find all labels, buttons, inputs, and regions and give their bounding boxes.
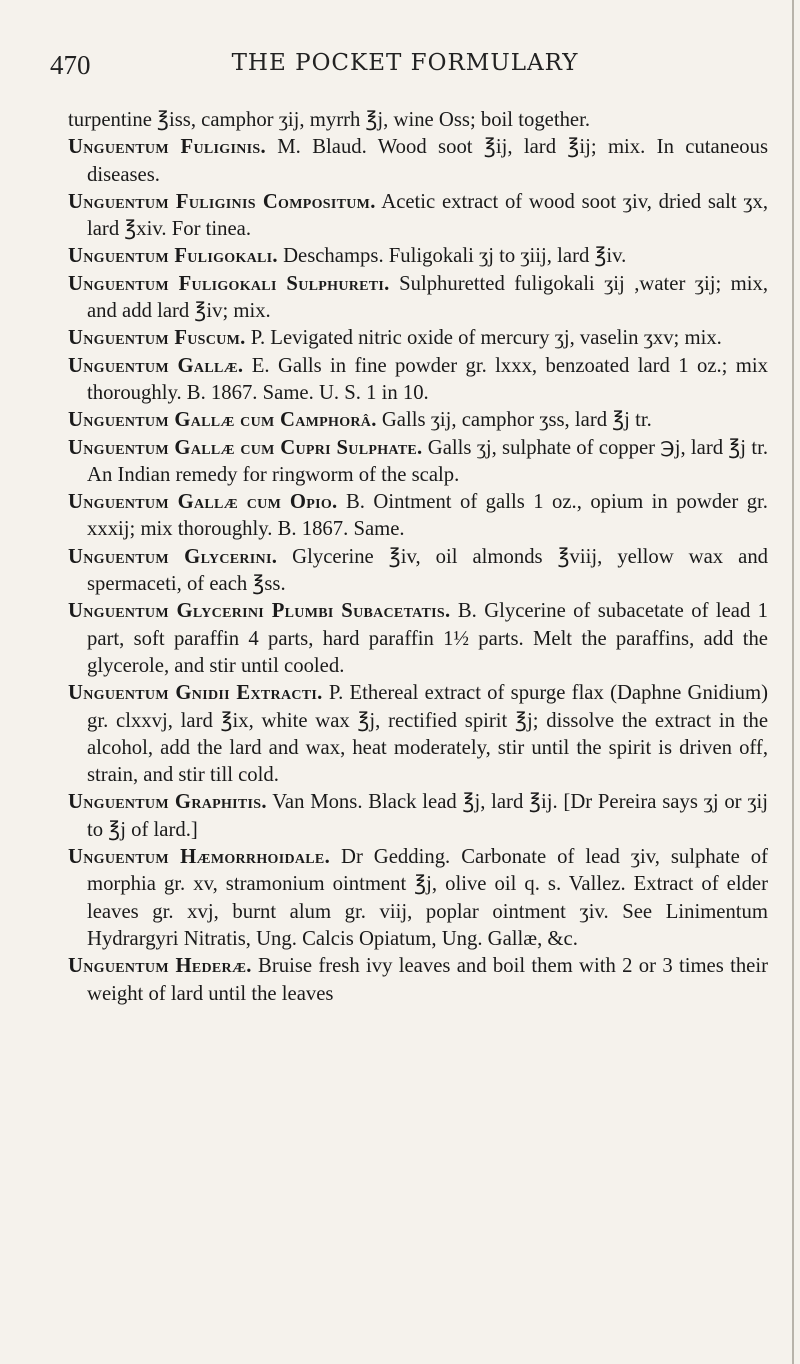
- entry-unguentum-haemorrhoidale: [68, 844, 768, 953]
- entry-head: Unguentum Fuliginis.: [68, 136, 266, 159]
- entry-text: P. Levigated nitric oxide of mercury ʒj, vaselin ʒxv; mix.: [245, 327, 722, 350]
- entry-unguentum-gallae: [68, 353, 768, 408]
- entry-text: Van Mons. Black lead ℥j, lard ℥ij. [Dr Pereira says ʒj or ʒij to ℥j of lard.]: [87, 791, 768, 841]
- entry-unguentum-glycerini: [68, 544, 768, 599]
- entry-unguentum-graphitis: [68, 789, 768, 844]
- entry-text: Sulphuretted fuligokali ʒij ,water ʒij; mix, and add lard ℥iv; mix.: [87, 272, 768, 323]
- entry-head: Unguentum Graphitis.: [68, 791, 267, 814]
- entry-text: Dr Gedding. Carbonate of lead ʒiv, sulphate of morphia gr. xv, stramonium ointment ℥j, olive oil q. s. Vallez. Extract of elder leaves gr. xvj, burnt alum gr. viij, poplar ointment ʒiv. See Linimentum Hydrargyri Nitratis, Ung. Calcis Opiatum, Ung. Gallæ, &c.: [87, 846, 768, 950]
- entry-head: Unguentum Fuliginis Compositum.: [68, 190, 376, 213]
- entry-text: Deschamps. Fuligokali ʒj to ʒiij, lard ℥iv.: [277, 245, 627, 268]
- entry-unguentum-gnidii-extracti: [68, 680, 768, 789]
- entry-unguentum-glycerini-plumbi: [68, 598, 768, 680]
- entry-head: Unguentum Fuscum.: [68, 327, 246, 350]
- entry-head: Unguentum Gallæ cum Camphorâ.: [68, 409, 377, 432]
- entry-text: Acetic extract of wood soot ʒiv, dried salt ʒx, lard ℥xiv. For tinea.: [87, 190, 768, 241]
- entry-unguentum-fuligokali: [68, 243, 768, 270]
- page-edge-line: [792, 0, 794, 1364]
- entry-head: Unguentum Fuligokali.: [68, 245, 278, 268]
- entry-unguentum-fuliginis: [68, 134, 768, 189]
- page-number: 470: [50, 50, 91, 80]
- entry-head: Unguentum Gallæ.: [68, 354, 244, 377]
- entry-unguentum-gallae-cum-opio: [68, 489, 768, 544]
- entry-text: B. Glycerine of subacetate of lead 1 part, soft paraffin 4 parts, hard paraffin 1½ parts. Melt the paraffins, add the glycerole, and stir until cooled.: [87, 600, 768, 677]
- entry-head: Unguentum Hæmorrhoidale.: [68, 846, 331, 869]
- entry-text: Glycerine ℥iv, oil almonds ℥viij, yellow wax and spermaceti, of each ℥ss.: [87, 545, 769, 596]
- entry-head: Unguentum Fuligokali Sulphureti.: [68, 272, 390, 295]
- entry-unguentum-gallae-cum-camphora: [68, 407, 768, 434]
- entry-head: Unguentum Gallæ cum Opio.: [68, 491, 338, 514]
- running-header: [50, 50, 760, 90]
- entry-head: Unguentum Hederæ.: [68, 955, 252, 978]
- entry-text: Bruise fresh ivy leaves and boil them with 2 or 3 times their weight of lard until the leaves: [87, 955, 769, 1005]
- running-title: THE POCKET FORMULARY: [231, 50, 579, 76]
- entry-continuation: [68, 107, 768, 134]
- entry-unguentum-gallae-cum-cupri-sulphate: [68, 435, 768, 490]
- entry-unguentum-fuliginis-compositum: [68, 189, 768, 244]
- entry-head: Unguentum Glycerini Plumbi Subacetatis.: [68, 600, 451, 623]
- entry-text: B. Ointment of galls 1 oz., opium in powder gr. xxxij; mix thoroughly. B. 1867. Same.: [87, 491, 768, 541]
- entry-head: Unguentum Glycerini.: [68, 545, 278, 568]
- entry-text: Galls ʒj, sulphate of copper ℈j, lard ℥j tr. An Indian remedy for ringworm of the scalp.: [87, 436, 768, 486]
- entry-head: Unguentum Gallæ cum Cupri Sulphate.: [68, 436, 423, 459]
- entry-head: Unguentum Gnidii Extracti.: [68, 682, 323, 705]
- entry-unguentum-fuscum: [68, 325, 768, 352]
- entry-text: Galls ʒij, camphor ʒss, lard ℥j tr.: [376, 409, 652, 432]
- entry-text: turpentine ℥iss, camphor ʒij, myrrh ℥j, wine Oss; boil together.: [68, 109, 591, 131]
- entry-unguentum-hederae: [68, 953, 768, 1008]
- formulary-text: [68, 107, 768, 1008]
- entry-unguentum-fuligokali-sulphureti: [68, 271, 768, 326]
- entry-text: E. Galls in fine powder gr. lxxx, benzoated lard 1 oz.; mix thoroughly. B. 1867. Same. U. S. 1 in 10.: [87, 354, 768, 404]
- entry-text: P. Ethereal extract of spurge flax (Daphne Gnidium) gr. clxxvj, lard ℥ix, white wax ℥j, rectified spirit ℥j; dissolve the extract in the alcohol, add the lard and wax, heat moderately, stir until the spirit is driven off, strain, and stir till cold.: [87, 682, 768, 787]
- entry-text: M. Blaud. Wood soot ℥ij, lard ℥ij; mix. In cutaneous diseases.: [87, 136, 768, 186]
